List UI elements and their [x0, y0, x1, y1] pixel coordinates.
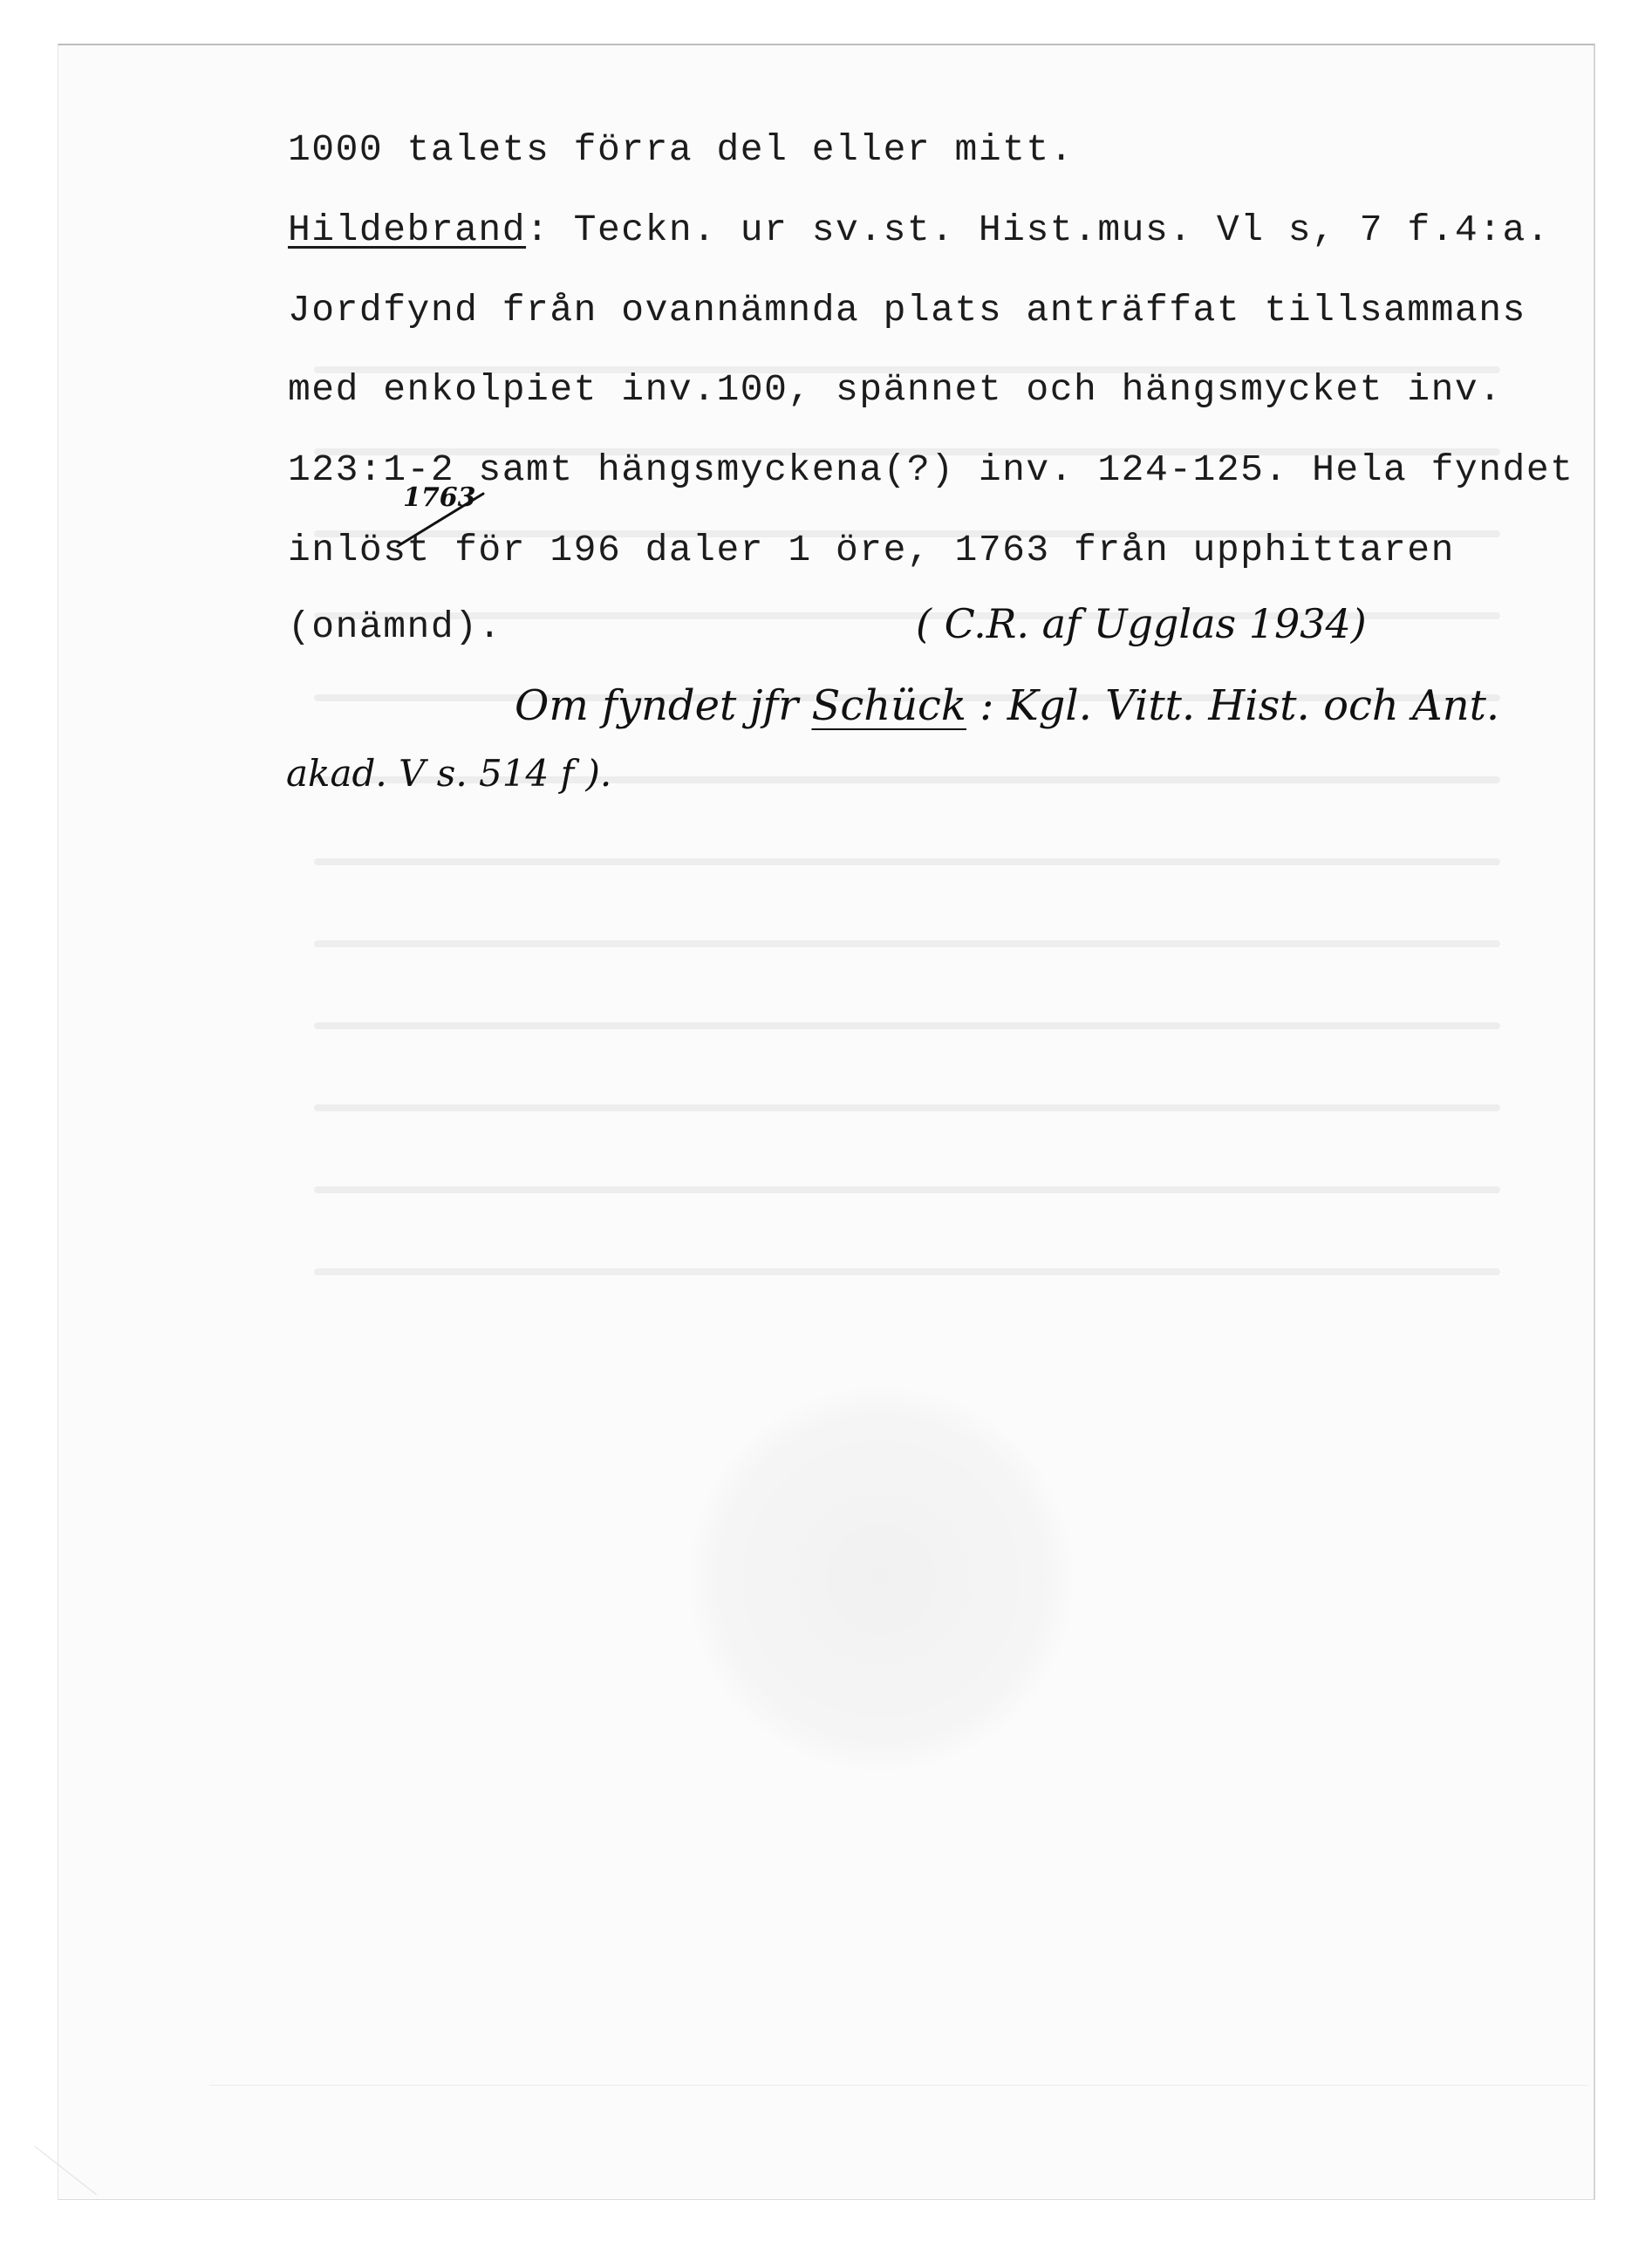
typed-line-5: 123:1-2 samt hängsmyckena(?) inv. 124-125. Hela fyndet — [288, 448, 1574, 491]
author-reference: Hildebrand — [288, 208, 527, 251]
typed-line-4: med enkolpiet inv.100, spännet och hängsmycket inv. — [288, 368, 1503, 411]
insertion-stroke — [387, 489, 492, 550]
handwritten-note-line-2: akad. V s. 514 f ). — [286, 752, 612, 795]
handwritten-year-insert: 1763 — [403, 482, 476, 513]
typed-line-3: Jordfynd från ovannämnda plats anträffat tillsammans — [288, 289, 1526, 331]
note-text-end: : Kgl. Vitt. Hist. och Ant. — [966, 681, 1500, 730]
reference-text: Teckn. ur sv.st. Hist.mus. Vl s, 7 f.4:a. — [573, 208, 1551, 251]
handwritten-note-line-1 — [515, 681, 1500, 730]
page-frame-line — [209, 2085, 1587, 2086]
note-reference-author: Schück — [811, 681, 967, 730]
typed-line-1: 1000 talets förra del eller mitt. — [288, 128, 1075, 171]
document-page — [58, 44, 1595, 2200]
author-colon: : — [526, 208, 550, 251]
handwritten-signature: ( C.R. af Ugglas 1934) — [916, 600, 1367, 647]
faint-stamp-bleedthrough — [689, 1387, 1073, 1771]
typed-line-6: inlöst för 196 daler 1 öre, 1763 från upphittaren — [288, 529, 1455, 571]
typed-line-7: (onämnd). — [288, 605, 502, 648]
typed-line-2 — [288, 208, 1551, 251]
note-text-start: Om fyndet jfr — [515, 681, 812, 730]
